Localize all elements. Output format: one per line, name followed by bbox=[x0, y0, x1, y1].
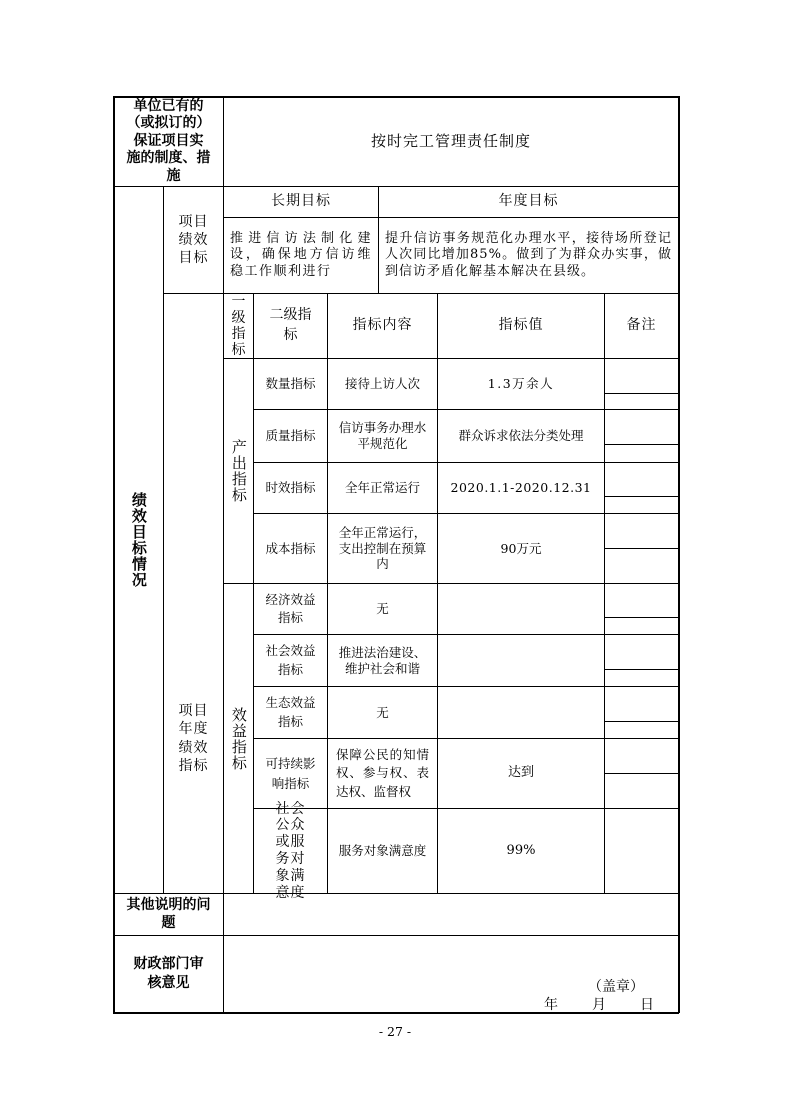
benefit-indicators-label: 效益指标 bbox=[229, 706, 248, 771]
indicator-level2: 成本指标 bbox=[265, 540, 316, 556]
indicator-level2: 社会效益指标 bbox=[265, 643, 316, 677]
indicator-value: 2020.1.1-2020.12.31 bbox=[450, 480, 592, 496]
seal-text: （盖章） bbox=[588, 979, 644, 995]
other-notes-value bbox=[224, 894, 678, 935]
long-term-goal-header: 长期目标 bbox=[271, 193, 331, 210]
measures-label-line: 单位已有的 bbox=[133, 97, 204, 114]
indicator-content: 无 bbox=[376, 704, 389, 720]
col-level2-header: 二级指标 bbox=[269, 307, 312, 343]
page-number: - 27 - bbox=[378, 1024, 412, 1040]
output-indicators-label: 产出指标 bbox=[229, 439, 248, 503]
indicator-level2: 数量指标 bbox=[265, 376, 316, 392]
col-level1-header: 一级指标 bbox=[231, 293, 246, 359]
performance-section-label: 绩效目标情况 bbox=[129, 492, 148, 588]
measures-label-line: （或拟订的） bbox=[126, 115, 211, 132]
annual-goal-text: 提升信访事务规范化办理水平，接待场所登记人次同比增加85%。做到了为群众办实事，做到信访矛盾化解基本解决在县级。 bbox=[385, 231, 672, 279]
indicator-level2: 生态效益指标 bbox=[265, 695, 316, 729]
indicator-content: 保障公民的知情权、参与权、表达权、监督权 bbox=[336, 747, 429, 799]
measures-label-line: 施 bbox=[166, 167, 181, 184]
indicator-value bbox=[438, 687, 604, 738]
annual-indicators-label: 项目年度绩效指标 bbox=[178, 703, 209, 774]
indicator-value bbox=[438, 584, 604, 634]
indicator-content: 推进法治建设、维护社会和谐 bbox=[338, 644, 427, 676]
indicator-value: 99% bbox=[506, 842, 536, 858]
indicator-content: 接待上访人次 bbox=[344, 376, 420, 392]
finance-review-label: 财政部门审核意见 bbox=[133, 956, 204, 991]
date-day: 日 bbox=[640, 997, 654, 1013]
indicator-content: 全年正常运行，支出控制在预算内 bbox=[338, 525, 427, 572]
measures-label bbox=[114, 97, 223, 186]
col-content-header: 指标内容 bbox=[352, 317, 413, 334]
indicator-content: 无 bbox=[376, 601, 389, 617]
long-term-goal-text: 推进信访法制化建设，确保地方信访维稳工作顺利进行 bbox=[230, 231, 372, 279]
measures-label-line: 保证项目实 bbox=[133, 132, 204, 149]
indicator-level2: 社会公众或服务对象满意度 bbox=[275, 800, 306, 901]
indicator-value bbox=[438, 635, 604, 686]
measures-label-line: 施的制度、措 bbox=[126, 150, 211, 167]
annual-goal-header: 年度目标 bbox=[498, 193, 559, 210]
indicator-value: 群众诉求依法分类处理 bbox=[458, 428, 584, 444]
indicator-content: 服务对象满意度 bbox=[338, 843, 427, 859]
indicator-content: 信访事务办理水平规范化 bbox=[338, 420, 427, 451]
indicator-level2: 质量指标 bbox=[265, 428, 316, 444]
indicator-value: 90万元 bbox=[500, 540, 542, 556]
project-goal-label: 项目绩效目标 bbox=[178, 213, 209, 267]
date-year: 年 bbox=[544, 997, 558, 1013]
indicator-value: 达到 bbox=[507, 765, 534, 781]
indicator-level2: 时效指标 bbox=[265, 480, 316, 496]
indicator-level2: 可持续影响指标 bbox=[265, 755, 316, 791]
indicator-level2: 经济效益指标 bbox=[265, 591, 316, 625]
date-month: 月 bbox=[592, 997, 606, 1013]
indicator-content: 全年正常运行 bbox=[344, 480, 420, 496]
indicator-value: 1.3万余人 bbox=[487, 376, 555, 392]
other-notes-label: 其他说明的问题 bbox=[126, 897, 211, 931]
col-value-header: 指标值 bbox=[498, 317, 544, 334]
measures-value: 按时完工管理责任制度 bbox=[370, 132, 531, 151]
col-remark-header: 备注 bbox=[626, 317, 657, 334]
